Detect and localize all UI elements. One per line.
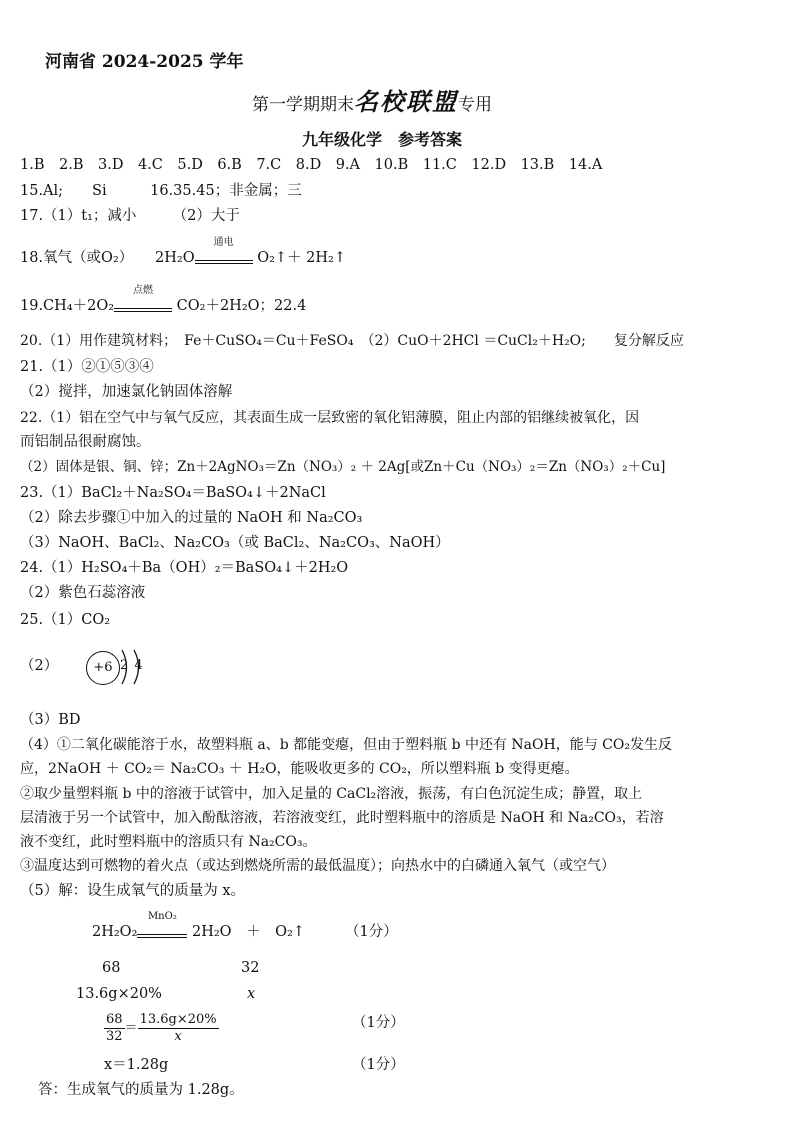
answer-line-23-1: 23.（1）BaCl₂＋Na₂SO₄＝BaSO₄↓＋2NaCl bbox=[20, 485, 326, 501]
eq18-left: 18.氧气（或O₂） 2H₂O bbox=[20, 250, 195, 266]
document-subtitle: 九年级化学 参考答案 bbox=[302, 130, 463, 149]
proportion-equals: ＝ bbox=[124, 1020, 138, 1036]
answer-line-25-4-d: 层清液于另一个试管中，加入酚酞溶液，若溶液变红，此时塑料瓶中的溶质是 NaOH 和 Na₂CO₃，若溶 bbox=[20, 810, 664, 826]
answer-line-25-1: 25.（1）CO₂ bbox=[20, 612, 111, 628]
answer-line-25-5: （5）解：设生成氧气的质量为 x。 bbox=[20, 883, 246, 899]
answer-line-25-4-e: 液不变红，此时塑料瓶中的溶质只有 Na₂CO₃。 bbox=[20, 834, 317, 850]
answer-line-15-16: 15.Al; Si 16.35.45；非金属；三 bbox=[20, 183, 302, 199]
answer-line-17: 17.（1）t₁；减小 （2）大于 bbox=[20, 208, 240, 224]
calc-score-2: （1分） bbox=[352, 1015, 405, 1031]
document-title bbox=[252, 88, 492, 117]
calc-eq-catalyst: MnO₂ bbox=[147, 911, 177, 922]
calc-given-mass: 13.6g×20% bbox=[76, 986, 162, 1002]
eq19-condition: 点燃 bbox=[133, 285, 154, 296]
title-brand: 名校联盟 bbox=[354, 87, 458, 116]
eq19-left: 19.CH₄＋2O₂ bbox=[20, 298, 115, 314]
proportion-right-fraction bbox=[138, 1012, 219, 1044]
calc-eq-left: 2H₂O₂ bbox=[92, 924, 138, 940]
eq18-right: O₂↑＋ 2H₂↑ bbox=[257, 250, 346, 266]
answer-line-20: 20.（1）用作建筑材料； Fe＋CuSO₄＝Cu＋FeSO₄ （2）CuO＋2HCl ＝CuCl₂＋H₂O; 复分解反应 bbox=[20, 333, 684, 349]
calc-score-3: （1分） bbox=[352, 1057, 405, 1073]
calc-molar-mass-h2o2: 68 bbox=[102, 960, 121, 976]
calc-molar-mass-o2: 32 bbox=[241, 960, 260, 976]
calc-eq-arrow bbox=[137, 911, 187, 938]
proportion-right-denominator: x bbox=[174, 1028, 182, 1044]
carbon-atom-nucleus: +6 bbox=[86, 651, 120, 685]
answer-line-19 bbox=[20, 285, 307, 315]
proportion-left-numerator: 68 bbox=[106, 1012, 123, 1027]
answer-line-24-2: （2）紫色石蕊溶液 bbox=[20, 585, 146, 601]
calc-proportion bbox=[104, 1012, 219, 1044]
answer-line-18 bbox=[20, 237, 346, 267]
answer-line-22-1: 22.（1）铝在空气中与氧气反应，其表面生成一层致密的氧化铝薄膜，阻止内部的铝继续被氧化，因 bbox=[20, 410, 640, 426]
answer-line-23-2: （2）除去步骤①中加入的过量的 NaOH 和 Na₂CO₃ bbox=[20, 510, 363, 526]
answer-line-21-2: （2）搅拌，加速氯化钠固体溶解 bbox=[20, 384, 233, 400]
calc-result: x＝1.28g bbox=[104, 1057, 169, 1073]
answer-line-25-4-a: （4）①二氧化碳能溶于水，故塑料瓶 a、b 都能变瘪，但由于塑料瓶 b 中还有 NaOH，能与 CO₂发生反 bbox=[20, 737, 672, 753]
answer-line-25-4-c: ②取少量塑料瓶 b 中的溶液于试管中，加入足量的 CaCl₂溶液，振荡，有白色沉淀生成；静置，取上 bbox=[20, 786, 643, 802]
answer-line-25-4-b: 应，2NaOH ＋ CO₂＝ Na₂CO₃ ＋ H₂O，能吸收更多的 CO₂，所以塑料瓶 b 变得更瘪。 bbox=[20, 761, 579, 777]
title-post: 专用 bbox=[458, 95, 492, 115]
title-pre: 第一学期期末 bbox=[252, 95, 354, 115]
eq19-right: CO₂＋2H₂O；22.4 bbox=[176, 298, 307, 314]
answer-line-1-14: 1.B 2.B 3.D 4.C 5.D 6.B 7.C 8.D 9.A 10.B 11.C 12.D 13.B 14.A bbox=[20, 157, 603, 173]
proportion-left-fraction bbox=[104, 1012, 125, 1044]
proportion-left-denominator: 32 bbox=[106, 1028, 123, 1044]
answer-line-25-4-f: ③温度达到可燃物的着火点（或达到燃烧所需的最低温度）；向热水中的白磷通入氧气（或空气） bbox=[20, 858, 615, 874]
electron-shell-counts: 2 4 bbox=[120, 658, 144, 673]
answer-line-22-2: （2）固体是银、铜、锌；Zn＋2AgNO₃＝Zn（NO₃）₂ ＋ 2Ag[或Zn＋Cu（NO₃）₂＝Zn（NO₃）₂＋Cu] bbox=[20, 459, 666, 475]
answer-line-25-2: （2） bbox=[20, 658, 59, 674]
answer-line-25-3: （3）BD bbox=[20, 712, 81, 728]
answer-line-21-1: 21.（1）②①⑤③④ bbox=[20, 359, 154, 375]
calc-equation bbox=[92, 911, 305, 941]
proportion-right-numerator: 13.6g×20% bbox=[139, 1012, 217, 1027]
answer-line-24-1: 24.（1）H₂SO₄＋Ba（OH）₂＝BaSO₄↓＋2H₂O bbox=[20, 560, 349, 576]
eq19-arrow bbox=[114, 285, 172, 312]
calc-eq-right: 2H₂O ＋ O₂↑ bbox=[192, 924, 305, 940]
region-header: 河南省 2024-2025 学年 bbox=[45, 52, 244, 72]
answer-line-22-1-cont: 而铝制品很耐腐蚀。 bbox=[20, 434, 151, 450]
calc-score-1: （1分） bbox=[345, 924, 398, 940]
eq18-arrow bbox=[195, 237, 253, 264]
answer-line-23-3: （3）NaOH、BaCl₂、Na₂CO₃（或 BaCl₂、Na₂CO₃、NaOH） bbox=[20, 535, 450, 551]
final-answer: 答：生成氧气的质量为 1.28g。 bbox=[38, 1082, 244, 1098]
calc-unknown-mass: x bbox=[247, 986, 256, 1002]
eq18-condition: 通电 bbox=[213, 237, 234, 248]
